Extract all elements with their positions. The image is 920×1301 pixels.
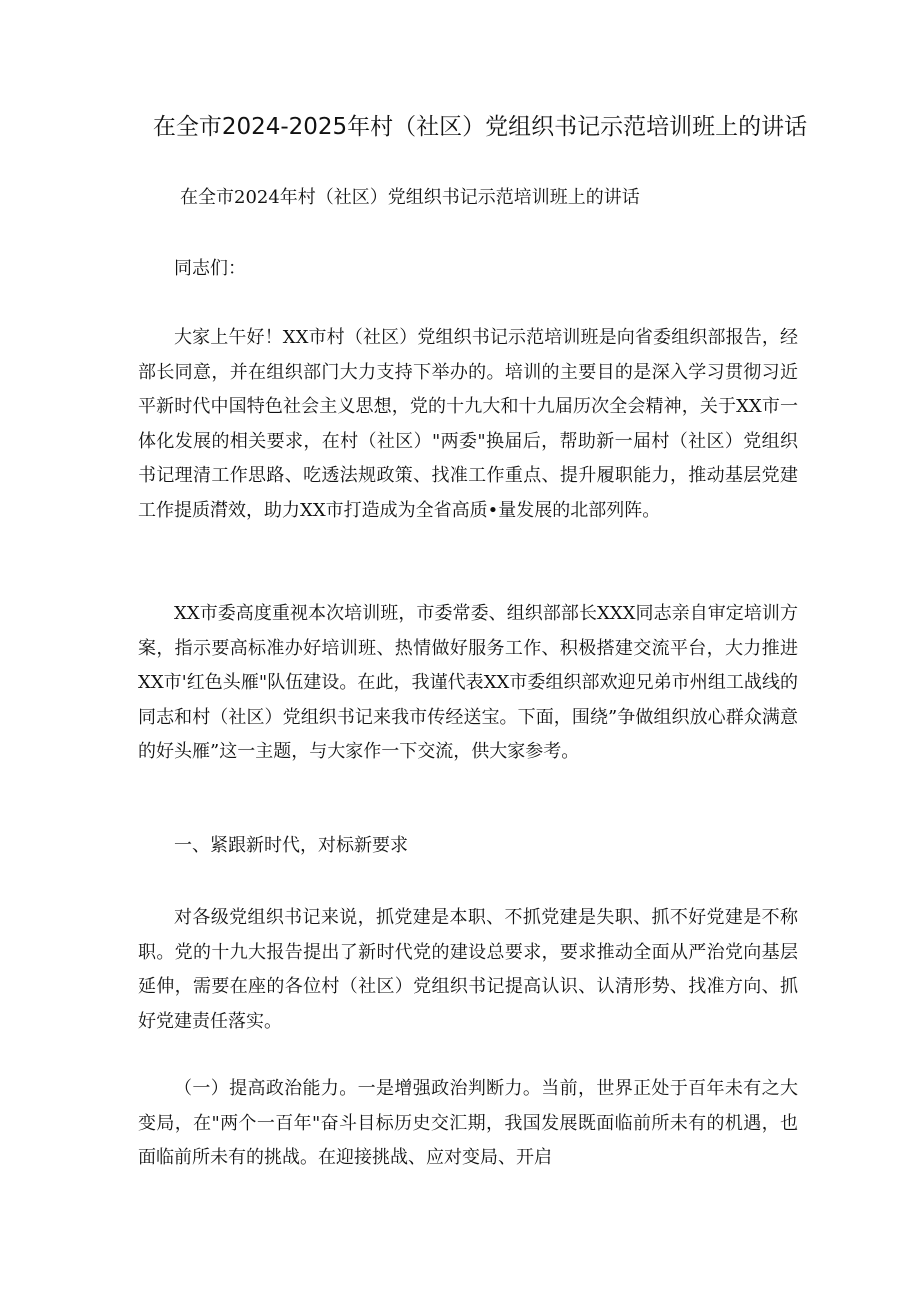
paragraph-intro: 大家上午好！XX市村（社区）党组织书记示范培训班是向省委组织部报告，经部长同意，并在组织部门大力支持下举办的。培训的主要目的是深入学习贯彻习近平新时代中国特色社会主义思想，党的十九大和十九届历次全会精神，关于XX市一体化发展的相关要求，在村（社区）"两委"换届后，帮助新一届村（社区）党组织书记理清工作思路、吃透法规政策、找准工作重点、提升履职能力，推动基层党建工作提质潸效，助力XX市打造成为全省高质•量发展的北部列阵。 <box>138 327 798 521</box>
section-paragraph: 对各级党组织书记来说，抓党建是本职、不抓党建是失职、抓不好党建是不称职。党的十九大报告提出了新时代党的建设总要求，要求推动全面从严治党向基层延伸，需要在座的各位村（社区）党组织书记提高认识、认清形势、找准方向、抓好党建责任落实。 <box>138 907 798 1032</box>
document-subtitle: 在全市2024年村（社区）党组织书记示范培训班上的讲话 <box>180 187 640 208</box>
subsection-paragraph: （一）提高政治能力。一是增强政治判断力。当前，世界正处于百年未有之大变局，在"两个一百年"奋斗目标历史交汇期，我国发展既面临前所未有的机遇，也面临前所未有的挑战。在迎接挑战、应对变局、开启 <box>138 1078 798 1169</box>
section-heading: 一、紧跟新时代，对标新要求 <box>174 835 408 856</box>
salutation: 同志们： <box>174 258 246 279</box>
document-title: 在全市2024-2025年村（社区）党组织书记示范培训班上的讲话 <box>152 114 808 140</box>
paragraph-background: XX市委高度重视本次培训班，市委常委、组织部部长XXX同志亲自审定培训方案，指示要高标准办好培训班、热情做好服务工作、积极搭建交流平台，大力推进XX市'红色头雁"队伍建设。在此，我谨代表XX市委组织部欢迎兄弟市州组工战线的同志和村（社区）党组织书记来我市传经送宝。下面，围绕”争做组织放心群众满意的好头雁”这一主题，与大家作一下交流，供大家参考。 <box>138 603 798 763</box>
